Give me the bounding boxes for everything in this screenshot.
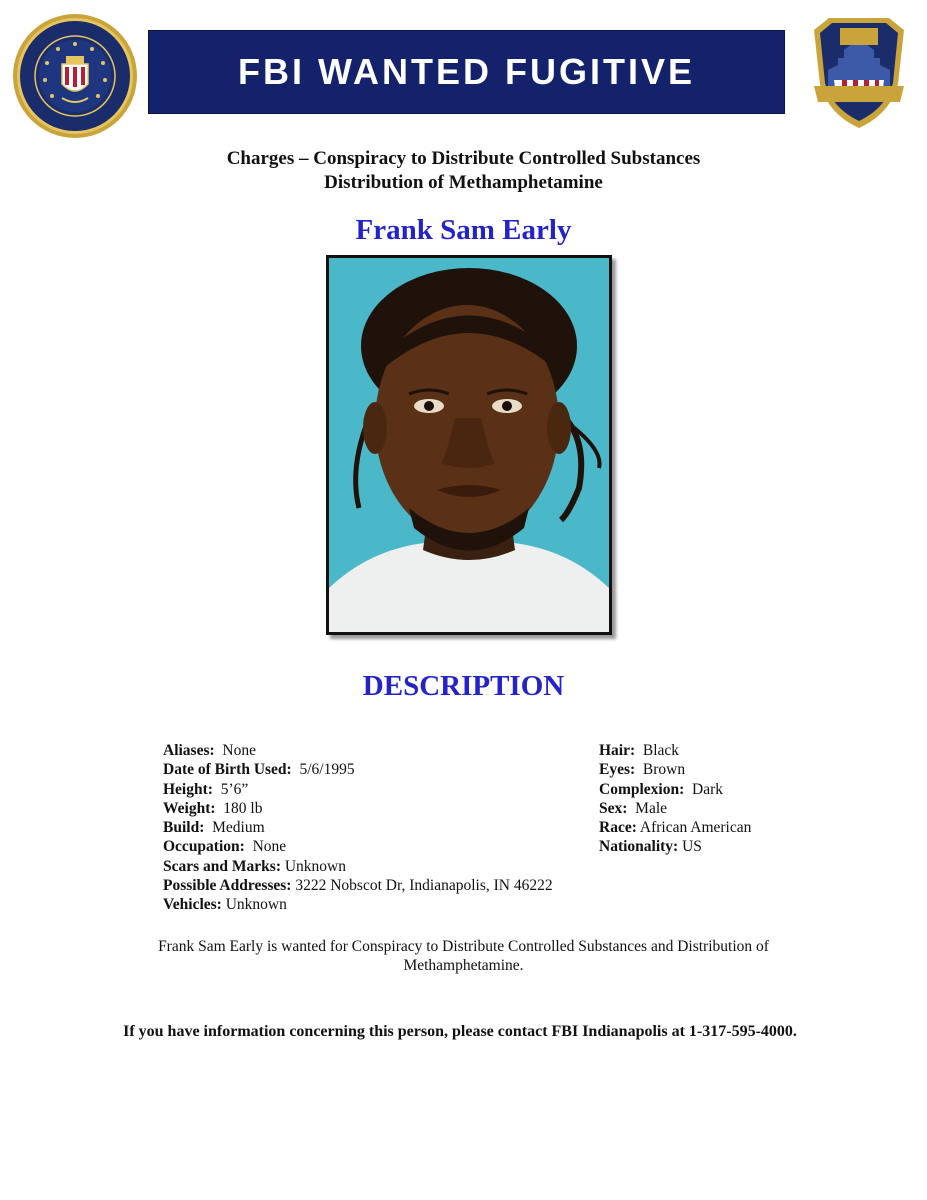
detail-value: Medium xyxy=(212,819,265,837)
contact-info: If you have information concerning this person, please contact FBI Indianapolis at 1-317-595-4000. xyxy=(123,1023,797,1040)
detail-value: None xyxy=(222,742,256,759)
detail-label: Race: xyxy=(599,819,637,837)
description-heading: DESCRIPTION xyxy=(362,670,565,702)
detail-nationality xyxy=(599,837,751,856)
detail-race xyxy=(599,818,751,837)
detail-eyes xyxy=(599,760,751,779)
fugitive-photo xyxy=(326,255,612,635)
detail-value: US xyxy=(682,838,702,856)
detail-value: Unknown xyxy=(284,857,346,875)
detail-value: 3222 Nobscot Dr, Indianapolis, IN 46222 xyxy=(295,877,553,895)
detail-sex xyxy=(599,799,751,818)
detail-value: 5’6” xyxy=(220,780,249,798)
detail-label: Build: xyxy=(163,819,205,837)
fugitive-name: Frank Sam Early xyxy=(355,214,572,246)
detail-height xyxy=(163,780,553,799)
detail-value: 180 lb xyxy=(223,799,263,817)
detail-label: Aliases: xyxy=(163,742,215,759)
detail-scars-and-marks xyxy=(163,857,553,876)
detail-value: Dark xyxy=(692,780,723,798)
detail-label: Eyes: xyxy=(599,761,636,779)
detail-vehicles xyxy=(163,895,553,914)
charges-line-2: Distribution of Methamphetamine xyxy=(324,172,603,193)
detail-label: Sex: xyxy=(599,799,628,817)
detail-label: Height: xyxy=(163,780,213,798)
detail-value: 5/6/1995 xyxy=(299,761,355,779)
title-banner xyxy=(148,30,785,114)
fbi-seal-logo xyxy=(12,12,138,140)
detail-build xyxy=(163,818,553,837)
details-right-column xyxy=(599,741,751,857)
detail-label: Vehicles: xyxy=(163,896,222,914)
charges xyxy=(0,147,927,195)
detail-weight xyxy=(163,799,553,818)
banner-title: FBI WANTED FUGITIVE xyxy=(238,51,695,92)
detail-value: Unknown xyxy=(225,896,287,914)
detail-occupation xyxy=(163,837,553,856)
detail-label: Hair: xyxy=(599,742,636,759)
detail-label: Complexion: xyxy=(599,780,685,798)
detail-label: Possible Addresses: xyxy=(163,877,292,895)
summary-paragraph: Frank Sam Early is wanted for Conspiracy to Distribute Controlled Substances and Distribution of Methamphetamine. xyxy=(158,938,769,974)
detail-aliases xyxy=(163,741,553,760)
detail-value: Black xyxy=(642,742,680,759)
detail-hair xyxy=(599,741,751,760)
detail-value: Brown xyxy=(642,761,686,779)
detail-complexion xyxy=(599,780,751,799)
fbi-indianapolis-badge-logo xyxy=(798,10,920,132)
detail-label: Occupation: xyxy=(163,838,245,856)
detail-label: Scars and Marks: xyxy=(163,857,281,875)
details-left-column xyxy=(163,741,553,915)
detail-label: Date of Birth Used: xyxy=(163,761,292,779)
detail-possible-addresses xyxy=(163,876,553,895)
detail-value: None xyxy=(252,838,287,856)
detail-label: Nationality: xyxy=(599,838,679,856)
detail-value: African American xyxy=(639,819,752,837)
detail-value: Male xyxy=(635,799,668,817)
charges-line-1: Charges – Conspiracy to Distribute Controlled Substances xyxy=(226,148,701,169)
detail-date-of-birth xyxy=(163,760,553,779)
detail-label: Weight: xyxy=(163,799,216,817)
